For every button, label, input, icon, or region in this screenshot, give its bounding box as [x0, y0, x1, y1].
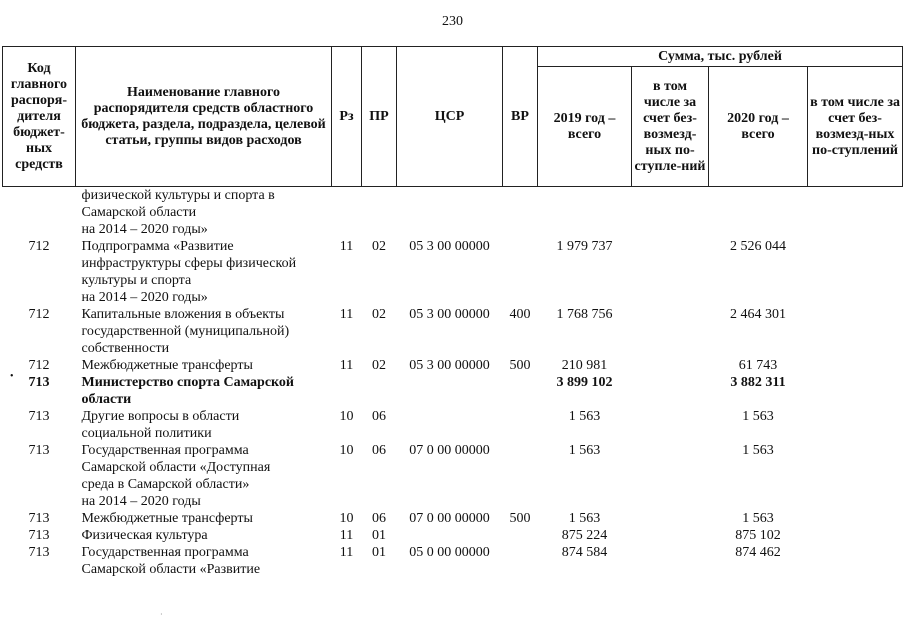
- cell-empty: [632, 374, 709, 408]
- cell-name: Капитальные вложения в объекты государственной (муниципальной) собственности: [81, 307, 290, 356]
- header-vr: ВР: [503, 47, 538, 187]
- table-body: [3, 187, 903, 579]
- table-row: [3, 408, 903, 442]
- cell-y2019: 210 981: [561, 358, 608, 373]
- cell-y2020: 2 464 301: [730, 307, 786, 322]
- table-row: [3, 306, 903, 357]
- cell-y2020: 61 743: [738, 358, 778, 373]
- cell-pr: 02: [372, 358, 386, 373]
- cell-y2020: 1 563: [742, 443, 774, 458]
- cell-y2020: 2 526 044: [730, 239, 786, 254]
- cell-code: [3, 187, 76, 239]
- cell-code: 712: [28, 307, 50, 322]
- cell-empty: [632, 306, 709, 357]
- cell-vr: [503, 374, 538, 408]
- cell-y2019: 3 899 102: [556, 375, 613, 390]
- cell-rz: 11: [339, 307, 354, 322]
- cell-csr: [397, 187, 503, 239]
- cell-rz: 11: [339, 528, 354, 543]
- table-header: [3, 47, 903, 187]
- cell-csr: 07 0 00 00000: [409, 511, 490, 526]
- cell-y2020: 1 563: [742, 409, 774, 424]
- page-number: 230: [442, 14, 463, 29]
- header-name: Наименование главного распорядителя средств областного бюджета, раздела, подраздела, целевой статьи, группы видов расходов: [76, 47, 332, 187]
- cell-code: 713: [28, 375, 50, 390]
- cell-vr: [503, 187, 538, 239]
- cell-empty: [808, 357, 903, 374]
- header-code: Код главного распоря-дителя бюджет-ных средств: [3, 47, 76, 187]
- cell-csr: 05 3 00 00000: [409, 358, 490, 373]
- cell-y2019: 875 224: [561, 528, 608, 543]
- cell-csr: 05 3 00 00000: [409, 239, 490, 254]
- cell-name: Подпрограмма «Развитие инфраструктуры сферы физической культуры и спорта на 2014 – 2020 годы»: [81, 239, 297, 305]
- cell-pr: 02: [372, 307, 386, 322]
- cell-pr: 06: [372, 443, 386, 458]
- cell-y2020: 874 462: [735, 545, 781, 560]
- header-2020-total: 2020 год – всего: [709, 67, 808, 187]
- header-2019-total: 2019 год – всего: [538, 67, 632, 187]
- table-row: [3, 238, 903, 306]
- cell-vr: [503, 544, 538, 578]
- cell-empty: [632, 357, 709, 374]
- cell-vr: [503, 408, 538, 442]
- table-row: [3, 442, 903, 510]
- header-pr: ПР: [362, 47, 397, 187]
- cell-rz: 10: [339, 443, 354, 458]
- cell-code: 712: [28, 239, 50, 254]
- cell-name: Государственная программа Самарской области «Развитие: [81, 545, 261, 577]
- cell-name: Другие вопросы в области социальной политики: [81, 409, 240, 441]
- cell-empty: [808, 544, 903, 578]
- cell-vr: [503, 238, 538, 306]
- cell-csr: 07 0 00 00000: [409, 443, 490, 458]
- cell-empty: [632, 510, 709, 527]
- cell-y2019: 874 584: [561, 545, 608, 560]
- cell-csr: [397, 408, 503, 442]
- cell-code: 713: [28, 409, 50, 424]
- cell-csr: 05 0 00 00000: [409, 545, 490, 560]
- header-sum: Сумма, тыс. рублей: [538, 47, 903, 67]
- scan-speck: ·: [160, 610, 163, 619]
- cell-empty: [808, 374, 903, 408]
- cell-y2020: 1 563: [742, 511, 774, 526]
- cell-pr: 06: [372, 511, 386, 526]
- cell-rz: [332, 374, 362, 408]
- cell-empty: [808, 306, 903, 357]
- header-rz: Рз: [332, 47, 362, 187]
- cell-y2019: 1 563: [568, 443, 601, 458]
- cell-y2019: 1 563: [568, 511, 601, 526]
- cell-empty: [632, 408, 709, 442]
- cell-y2019: 1 979 737: [556, 239, 613, 254]
- cell-empty: [808, 238, 903, 306]
- cell-csr: [397, 374, 503, 408]
- cell-empty: [808, 442, 903, 510]
- cell-code: 713: [28, 443, 50, 458]
- cell-empty: [808, 510, 903, 527]
- cell-pr: [362, 374, 397, 408]
- cell-rz: 11: [339, 239, 354, 254]
- cell-vr: [503, 527, 538, 544]
- cell-empty: [632, 442, 709, 510]
- cell-pr: 06: [372, 409, 386, 424]
- cell-rz: 10: [339, 511, 354, 526]
- margin-mark: •: [10, 371, 14, 382]
- table-row: [3, 527, 903, 544]
- table-row: [3, 544, 903, 578]
- cell-rz: 11: [339, 545, 354, 560]
- cell-empty: [808, 408, 903, 442]
- header-2020-gratuitous: в том числе за счет без-возмезд-ных по-ступлений: [808, 67, 903, 187]
- budget-table: [2, 46, 903, 578]
- table-row: [3, 187, 903, 239]
- cell-csr: 05 3 00 00000: [409, 307, 490, 322]
- cell-vr: 500: [509, 511, 531, 526]
- cell-empty: [632, 544, 709, 578]
- cell-y2019: [538, 187, 632, 239]
- cell-name: Министерство спорта Самарской области: [81, 375, 294, 407]
- cell-y2019: 1 768 756: [556, 307, 613, 322]
- cell-empty: [808, 527, 903, 544]
- cell-vr: [503, 442, 538, 510]
- cell-y2019: 1 563: [568, 409, 601, 424]
- cell-name: Физическая культура: [81, 528, 208, 543]
- cell-pr: 01: [372, 528, 386, 543]
- table-row: [3, 357, 903, 374]
- cell-rz: [332, 187, 362, 239]
- cell-name: Государственная программа Самарской области «Доступная среда в Самарской области» на 2014 – 2020 годы: [81, 443, 271, 509]
- cell-name: физической культуры и спорта в Самарской области на 2014 – 2020 годы»: [81, 188, 275, 237]
- cell-pr: 02: [372, 239, 386, 254]
- cell-name: Межбюджетные трансферты: [81, 358, 253, 373]
- cell-vr: 500: [509, 358, 531, 373]
- table-row: [3, 510, 903, 527]
- cell-pr: 01: [372, 545, 386, 560]
- cell-y2020: 3 882 311: [730, 375, 786, 390]
- table-row: [3, 374, 903, 408]
- header-2019-gratuitous: в том числе за счет без-возмезд-ных по-ступле-ний: [632, 67, 709, 187]
- cell-y2020: 875 102: [735, 528, 781, 543]
- cell-empty: [632, 187, 709, 239]
- cell-code: 713: [28, 511, 50, 526]
- header-csr: ЦСР: [397, 47, 503, 187]
- cell-name: Межбюджетные трансферты: [81, 511, 253, 526]
- cell-rz: 10: [339, 409, 354, 424]
- cell-vr: 400: [509, 307, 531, 322]
- cell-code: 713: [28, 528, 50, 543]
- cell-empty: [632, 527, 709, 544]
- cell-rz: 11: [339, 358, 354, 373]
- cell-code: 712: [28, 358, 50, 373]
- cell-y2020: [709, 187, 808, 239]
- cell-empty: [632, 238, 709, 306]
- cell-pr: [362, 187, 397, 239]
- cell-code: 713: [28, 545, 50, 560]
- cell-csr: [397, 527, 503, 544]
- cell-empty: [808, 187, 903, 239]
